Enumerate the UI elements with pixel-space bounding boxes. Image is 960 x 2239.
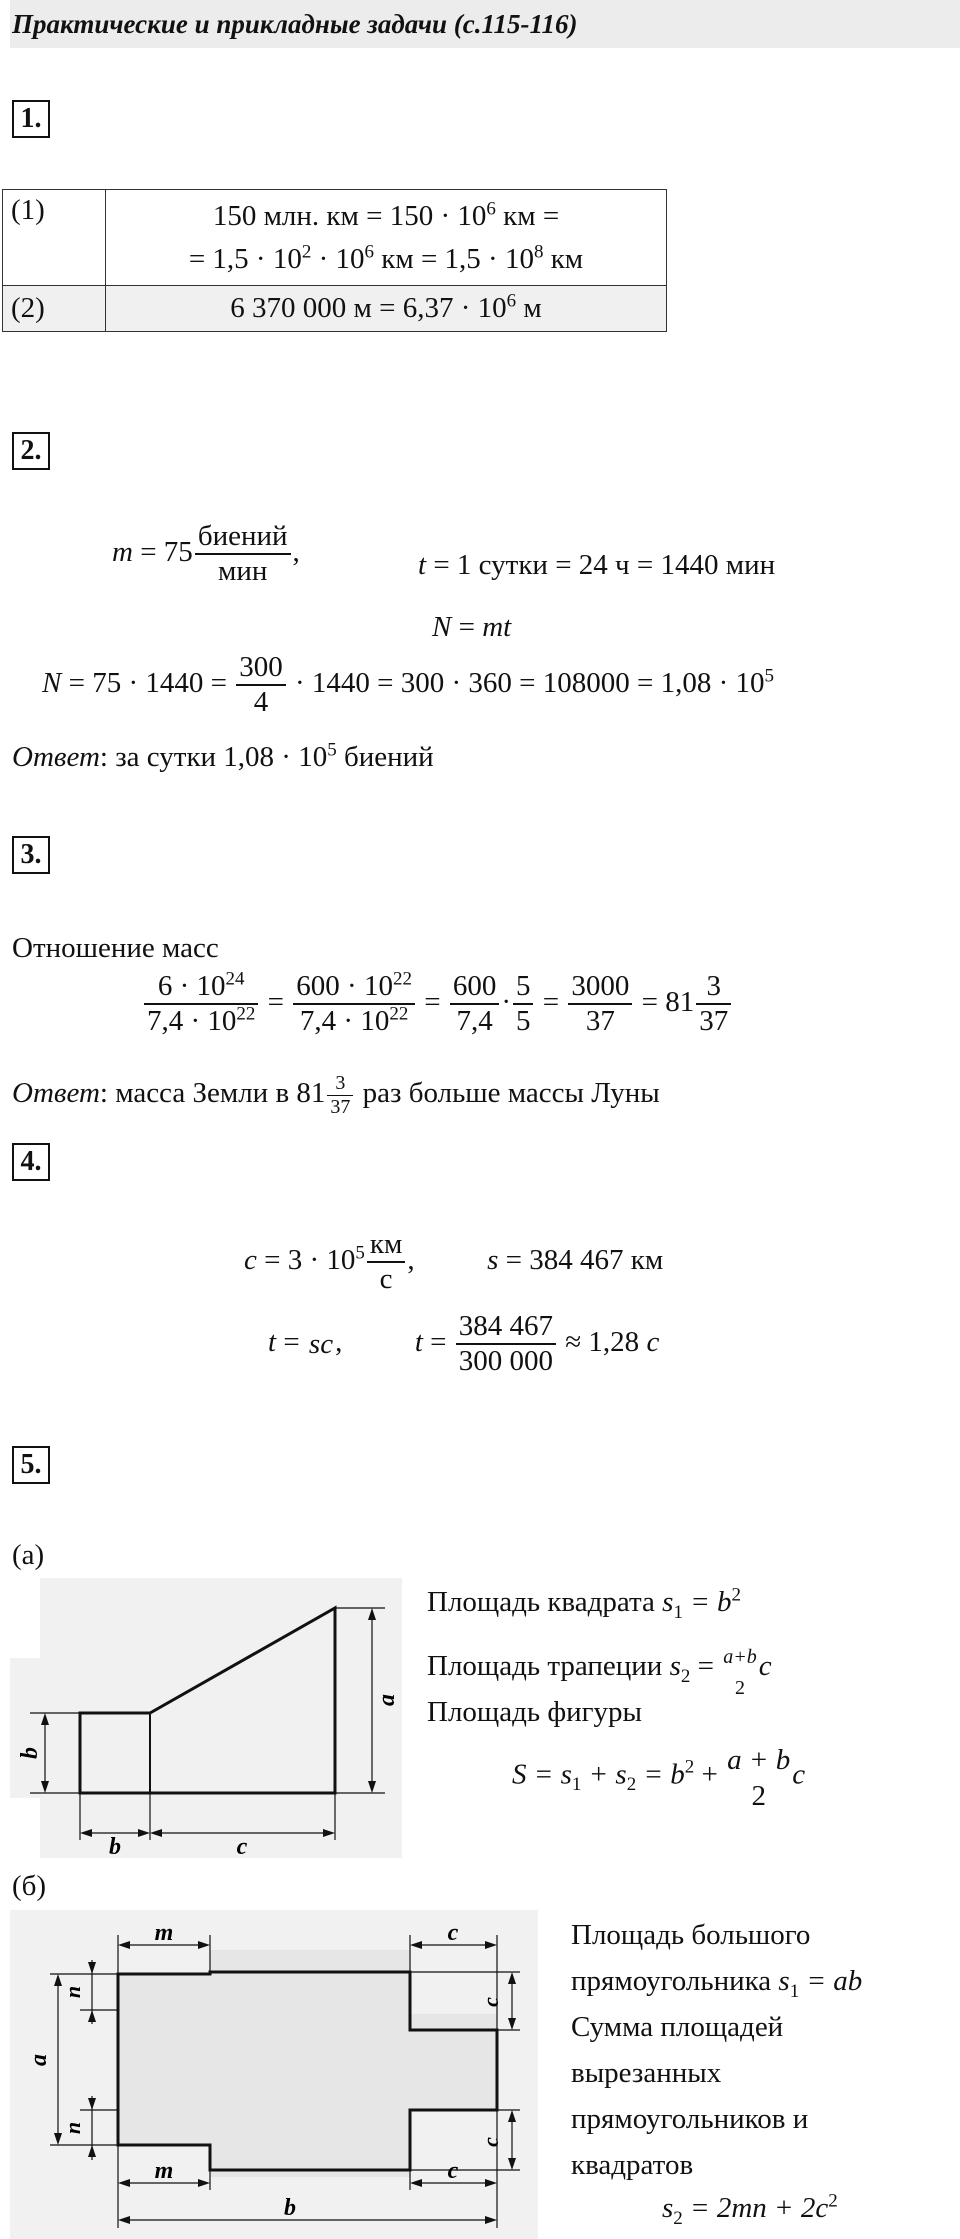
label-a-left: a (26, 2054, 52, 2066)
task1-row-1 (3, 190, 667, 286)
label-c-top: c (447, 1920, 459, 1946)
task2-calculation: N = 75 · 1440 = $\frac{300}{4}$ · $1440 = 300 \cdot 360 = 108000 = 1,08 \cdot 10^5$ (42, 651, 775, 719)
task5-b-label: (б) (12, 1870, 47, 1902)
task2-t-formula: t = 1 сутки = 24 ч = 1440 мин (418, 549, 776, 581)
task1-row-2 (3, 286, 667, 332)
task3-answer: Ответ: масса Земли в 81 $\frac{3}{37}$ раз больше массы Луны (12, 1072, 660, 1118)
task5-b-line6: квадратов (571, 2149, 694, 2181)
label-c-right-bottom: c (478, 2137, 503, 2147)
task1-row1-formula: 150 млн. км = $150 \cdot 10^6$ км = = $1,5 \cdot 10^2 \cdot 10^6$ км = $1,5 \cdot 10^8$ км (106, 190, 667, 286)
task-number-5: 5. (12, 1446, 50, 1484)
task5-a-figure-area-label: Площадь фигуры (427, 1696, 643, 1728)
task-number-2: 2. (12, 432, 50, 470)
task5-b-formula: $s_2 = 2mn + 2c^2$ (662, 2190, 838, 2229)
label-b-side: b (17, 1747, 43, 1759)
task5-b-text (571, 1912, 862, 2188)
task5-b-line1: Площадь большого (571, 1919, 811, 1951)
task5-a-formula: $S = s_1 + s_2 = b^2 + a + b$ 2 c (512, 1744, 806, 1812)
task5-a-square-area: Площадь квадрата $s_1 = b^2$ (427, 1584, 742, 1623)
label-c-right-top: c (478, 1997, 503, 2007)
task2-m-formula: m = 75 биений мин , (112, 520, 300, 588)
task5-b-line3: Сумма площадей (571, 2011, 784, 2043)
label-a-side: a (374, 1694, 400, 1706)
task4-time: t = sc, t = $\frac{384 467}{300 000}$ ≈ 1,28 с (268, 1310, 660, 1378)
task1-table (2, 189, 667, 332)
task1-row2-formula: 6 370 000 $м = 6,37 \cdot 10^6$ м (106, 286, 667, 332)
label-c-bottom: c (236, 1834, 248, 1858)
task5-b-line2: прямоугольника $s_1$ = ab (571, 1965, 863, 2002)
task5-a-label: (а) (12, 1539, 45, 1571)
task2-answer: Ответ: за сутки $1,08 \cdot 10^5$ биений (12, 739, 434, 773)
task-number-1: 1. (12, 100, 50, 138)
label-n-top: n (60, 1985, 85, 1999)
task-number-4: 4. (12, 1143, 50, 1181)
task3-calculation: $\frac{6 \cdot 10^{24}}{7,4 \cdot 10^{22}}$ = $\frac{600 \cdot 10^{22}}{7,4 \cdot 10^{22}}$ = $\frac{600}{7,4}$ · $\frac{5}{5}$ = $\frac{3000}{37}$ = 81 $\frac{3}{37}$ (142, 970, 733, 1039)
task-number-3: 3. (12, 836, 50, 874)
task5-b-line4: вырезанных (571, 2057, 722, 2089)
figure-a-background (40, 1578, 402, 1858)
task2-N-formula: N = mt (432, 611, 512, 643)
task3-intro: Отношение масс (12, 932, 219, 964)
page-title: Практические и прикладные задачи (с.115-116) (10, 0, 960, 48)
task5-b-line5: прямоугольников и (571, 2103, 809, 2135)
task1-row2-label: (2) (3, 286, 106, 332)
label-m-bottom: m (154, 2158, 174, 2184)
label-n-bottom: n (60, 2121, 85, 2135)
label-c-bottom: c (447, 2158, 459, 2184)
task4-given: $c = 3 \cdot 10^5$ км с , s = 384 467 км (244, 1228, 664, 1296)
figure-a (10, 1578, 402, 1858)
label-m-top: m (154, 1920, 174, 1946)
label-b-bottom: b (284, 2195, 296, 2221)
label-b-bottom: b (109, 1834, 121, 1858)
figure-b (10, 1910, 538, 2239)
task1-row1-label: (1) (3, 190, 106, 286)
task5-a-trapezoid-area: Площадь трапеции $s_2 = a+b$ 2 c (427, 1646, 772, 1699)
